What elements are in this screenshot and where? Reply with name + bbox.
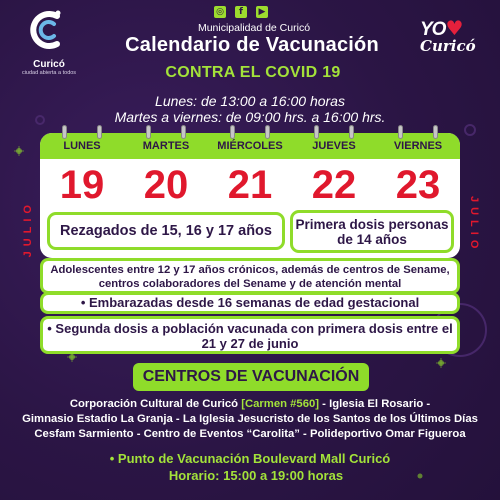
calendar-rings bbox=[40, 125, 460, 139]
hours-monday: Lunes: de 13:00 a 16:00 horas bbox=[155, 93, 345, 109]
weekday-tuesday: MARTES bbox=[142, 140, 190, 152]
date-thursday: 22 bbox=[311, 163, 357, 207]
centers-line-3: Cesfam Sarmiento - Centro de Eventos “Carolita” - Polideportivo Omar Figueroa bbox=[34, 428, 466, 440]
centers-line-1-address: [Carmen #560] bbox=[241, 398, 320, 410]
facebook-icon[interactable]: f bbox=[235, 6, 247, 18]
centers-line-1-a: Corporación Cultural de Curicó bbox=[69, 398, 242, 410]
date-tuesday: 20 bbox=[143, 163, 189, 207]
date-friday: 23 bbox=[395, 163, 441, 207]
mall-point bbox=[0, 451, 500, 466]
centers-line-1-b: - Iglesia El Rosario - bbox=[319, 398, 431, 410]
centers-line-2: Gimnasio Estadio La Granja - La Iglesia Jesucristo de los Santos de los Últimos Días bbox=[22, 413, 478, 425]
heart-icon: ♥ bbox=[445, 16, 464, 40]
centers-line-1 bbox=[0, 398, 500, 410]
municipality-label: Municipalidad de Curicó bbox=[197, 22, 311, 34]
youtube-icon[interactable]: ▶ bbox=[256, 6, 268, 18]
page-title: Calendario de Vacunación bbox=[125, 34, 379, 56]
month-label-right: JULIO bbox=[468, 196, 480, 254]
logo-tagline: ciudad abierta a todos bbox=[21, 70, 77, 76]
bullet-icon: • bbox=[109, 451, 118, 466]
weekday-wednesday: MIÉRCOLES bbox=[217, 140, 283, 152]
centers-heading: CENTROS DE VACUNACIÓN bbox=[133, 363, 369, 391]
group-mon-wed: Rezagados de 15, 16 y 17 años bbox=[47, 212, 285, 250]
instagram-icon[interactable]: ◎ bbox=[214, 6, 226, 18]
yo-love-curico-brand bbox=[420, 16, 494, 55]
note-pregnant: • Embarazadas desde 16 semanas de edad gestacional bbox=[40, 292, 460, 314]
weekday-monday: LUNES bbox=[63, 140, 101, 152]
brand-yo: YO bbox=[420, 19, 446, 40]
date-wednesday: 21 bbox=[227, 163, 273, 207]
note-adolescents: Adolescentes entre 12 y 17 años crónicos, además de centros de Sename, centros colaboradores del Sename y de atención mental bbox=[40, 258, 460, 294]
weekday-thursday: JUEVES bbox=[312, 140, 356, 152]
note-second-dose: • Segunda dosis a población vacunada con primera dosis entre el 21 y 27 de junio bbox=[40, 316, 460, 354]
logo-name: Curicó bbox=[33, 59, 65, 70]
calendar-dates bbox=[40, 161, 460, 209]
mall-schedule: Horario: 15:00 a 19:00 horas bbox=[168, 468, 344, 483]
mall-label: Punto de Vacunación Boulevard Mall Curicó bbox=[117, 451, 391, 466]
hours-tue-fri: Martes a viernes: de 09:00 hrs. a 16:00 hrs. bbox=[114, 109, 386, 125]
social-icons bbox=[214, 6, 268, 18]
weekday-friday: VIERNES bbox=[393, 140, 443, 152]
brand-city: Curicó bbox=[420, 37, 476, 55]
group-thu-fri: Primera dosis personas de 14 años bbox=[290, 210, 454, 253]
date-monday: 19 bbox=[59, 163, 105, 207]
month-label-left: JULIO bbox=[22, 200, 34, 258]
page-subtitle: CONTRA EL COVID 19 bbox=[165, 64, 341, 81]
